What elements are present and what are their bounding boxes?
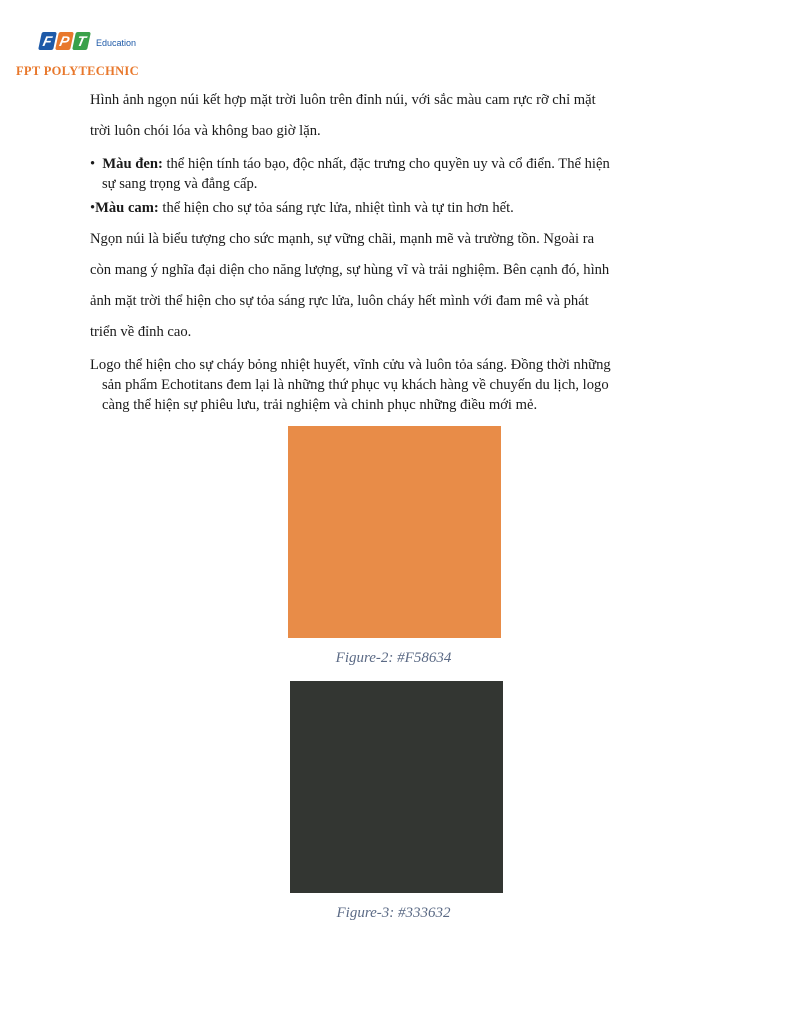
bullet-orange-color: [90, 198, 705, 218]
paragraph-line: còn mang ý nghĩa đại diện cho năng lượng, sự hùng vĩ và trải nghiệm. Bên cạnh đó, hình: [90, 262, 610, 278]
orange-color-swatch: [288, 426, 501, 638]
bullet-symbol: •: [90, 200, 96, 216]
paragraph-line: Ngọn núi là biểu tượng cho sức mạnh, sự vững chãi, mạnh mẽ và trường tồn. Ngoài ra: [90, 231, 595, 247]
paragraph-line: Logo thể hiện cho sự cháy bỏng nhiệt huyết, vĩnh cửu và luôn tỏa sáng. Đồng thời những: [90, 357, 611, 373]
logo-letter-p: P: [55, 32, 74, 50]
bullet-continuation: sự sang trọng và đẳng cấp.: [102, 176, 258, 192]
figure-caption: Figure-2: #F58634: [335, 650, 452, 666]
bullet-term: Màu cam:: [95, 200, 159, 216]
figure-caption: Figure-3: #333632: [336, 905, 451, 921]
bullet-black-color: [90, 154, 705, 194]
logo-letter-t: T: [72, 32, 91, 50]
bullet-term: Màu đen:: [102, 156, 163, 172]
bullet-symbol: •: [90, 156, 96, 172]
bullet-text: thể hiện cho sự tỏa sáng rực lửa, nhiệt tình và tự tin hơn hết.: [158, 200, 514, 216]
paragraph-line: ảnh mặt trời thể hiện cho sự tỏa sáng rực lửa, luôn cháy hết mình với đam mê và phát: [90, 293, 589, 309]
logo-letter-f: F: [38, 32, 57, 50]
paragraph-line: càng thể hiện sự phiêu lưu, trải nghiệm và chinh phục những điều mới mẻ.: [102, 397, 538, 413]
paragraph-logo-meaning: [90, 355, 705, 415]
fpt-polytechnic-logo: [16, 30, 156, 80]
bullet-text: thể hiện tính táo bạo, độc nhất, đặc trưng cho quyền uy và cổ điển. Thể hiện: [162, 156, 610, 172]
paragraph-intro: [90, 90, 700, 141]
org-name: FPT POLYTECHNIC: [16, 64, 139, 78]
logo-education-label: Education: [96, 38, 137, 48]
paragraph-line: sản phẩm Echotitans đem lại là những thứ phục vụ khách hàng về chuyến du lịch, logo: [102, 377, 609, 393]
fpt-logo-mark: [40, 32, 89, 52]
paragraph-line: triển về đỉnh cao.: [90, 324, 192, 340]
paragraph-line: trời luôn chói lóa và không bao giờ lặn.: [90, 123, 321, 139]
dark-color-swatch: [290, 681, 503, 893]
paragraph-line: Hình ảnh ngọn núi kết hợp mặt trời luôn trên đỉnh núi, với sắc màu cam rực rỡ chỉ mặt: [90, 92, 596, 108]
paragraph-mountain: [90, 229, 700, 342]
